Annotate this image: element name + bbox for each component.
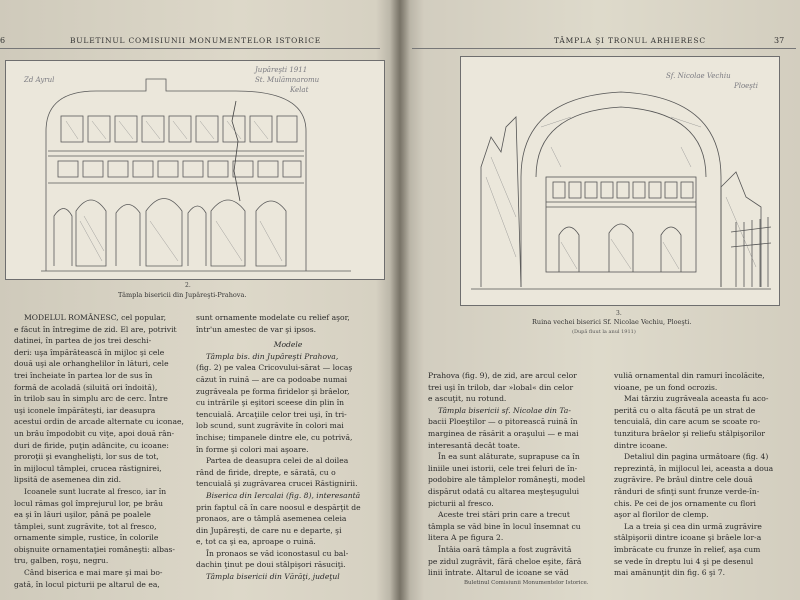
text-line: liniile unei istorii, cele trei feluri de în-: [428, 463, 578, 473]
pencil-note-right-3: Kelat: [290, 86, 309, 94]
text-line: Aceste trei stări prin care a trecut: [438, 510, 570, 520]
pencil-note-1: Sf. Nicolae Vechiu: [666, 72, 731, 80]
text-line: trei uşi în trilob, dar »lobal« din celor: [428, 382, 574, 392]
text-line: lob scund, sunt zugrăvite în colori mai: [196, 421, 344, 431]
figure-number: 3.: [616, 310, 622, 317]
text-line: sunt ornamente modelate cu relief aşor,: [196, 313, 350, 322]
text-line: rând de firide, drepte, e sărată, cu o: [196, 467, 336, 477]
text-line: Tâmpla bis. din Jupâreşti Prahova,: [206, 351, 339, 361]
text-line: două uşi ale orhanghelilor în lături, cele: [14, 359, 169, 369]
pencil-note-right-1: Jupâreşti 1911: [255, 66, 308, 74]
text-line: deri: uşa împărătească în mijloc şi cele: [14, 347, 165, 357]
text-line: interesantă decât toate.: [428, 440, 521, 450]
left-running-head: BULETINUL COMISIUNII MONUMENTELOR ISTORICE: [70, 36, 322, 45]
text-line: În ea sunt alăturate, suprapuse ca în: [438, 452, 580, 462]
page-footer: Buletinul Comisiunii Monumentelor Istorice.: [464, 580, 589, 586]
text-line: chis. Pe cei de jos ornamente cu flori: [614, 498, 756, 508]
left-head-rule: [0, 48, 380, 49]
text-line: prin faptul că în care noosul e despărţit de: [196, 502, 361, 512]
text-line: rânduri de sfinţi sunt frunze verde-în-: [614, 486, 760, 496]
text-line: zugrăvire. Pe brâul dintre cele două: [614, 475, 753, 485]
text-line: lipsită de asemenea din zid.: [14, 475, 122, 485]
text-line: tunzitura brâelor şi reliefu stâlpişorilor: [614, 428, 766, 438]
right-head-rule: [412, 48, 796, 49]
section-title-modele: Modele: [273, 340, 303, 350]
text-line: în forme şi colori mai aşoare.: [196, 444, 309, 454]
text-line: trei încheiate în partea lor de sus în: [14, 370, 153, 380]
text-line: pe zidul zugrăvit, fără cheloe eşite, fără: [428, 556, 582, 566]
left-page-number: 6: [0, 36, 6, 45]
text-line: cu intrările şi eşitori sceese din plin în: [196, 398, 345, 408]
left-page: [0, 0, 396, 600]
text-line: vioane, pe un fond ocrozis.: [614, 382, 718, 392]
text-line: Când biserica e mai mare şi mai bo-: [24, 568, 163, 578]
text-line: În pronaos se văd iconostasul cu bal-: [206, 548, 349, 558]
text-line: bacii Ploeştilor — o pitorească ruină în: [428, 417, 578, 427]
text-line: picturii al fresco.: [428, 498, 494, 508]
pencil-note-right-2: St. Mulămnaromu: [255, 76, 320, 84]
figure-caption: Ruina vechei biserici Sf. Nicolae Vechiu, Ploeşti.: [532, 318, 692, 326]
text-line: tencuială şi zugrăvarea crucei Răstignirii.: [196, 479, 358, 489]
text-line: Întâia oară tâmpla a fost zugrăvită: [438, 544, 572, 554]
text-line: litera A pe figura 2.: [428, 533, 504, 543]
text-line: Partea de deasupra celei de al doilea: [206, 456, 349, 466]
text-line: gată, în locul picturii pe altarul de ea,: [14, 579, 160, 589]
iconostasis-drawing: [6, 61, 384, 279]
text-line: dispărut odată cu altarea meşteşugului: [428, 486, 580, 496]
text-line: Detaliul din pagina următoare (fig. 4): [624, 452, 769, 462]
text-line: închise; timpanele dintre ele, cu potrivă,: [196, 432, 353, 442]
figure-church-ruin-ploiesti: [460, 56, 780, 306]
text-line: într'un amestec de var şi ipsos.: [196, 324, 317, 334]
text-line: stâlpişorii dintre icoane şi brâele lor-a: [614, 533, 762, 543]
text-line: datinei, în partea de jos trei deschi-: [14, 336, 152, 346]
text-line: e, tot ca şi ea, aproape o ruină.: [196, 537, 316, 547]
text-line: ea şi în lăuri uşilor, până pe poalele: [14, 510, 151, 520]
text-line: Mai târziu zugrăveala aceasta fu aco-: [624, 394, 769, 404]
text-line: căzut în ruină — are ca podoabe numai: [196, 374, 348, 384]
figure-number: 2.: [185, 282, 191, 289]
text-line: dachin ţinut pe doui stâlpişori răsuciţi.: [196, 560, 346, 570]
figure-iconostasis-jupanesti: [5, 60, 385, 280]
text-line: La a treia şi cea din urmă zugrăvire: [624, 521, 762, 531]
left-column-2: [196, 312, 380, 583]
text-line: formă de acoladă (siluită ori îndoită),: [14, 382, 158, 392]
text-line: zugrăveala pe forma firidelor şi brâelor,: [196, 386, 350, 396]
text-line: (fig. 2) pe valea Cricovului-sărat — locaş: [196, 363, 353, 373]
text-line: locul rămas gol împrejurul lor, pe brâu: [14, 498, 163, 508]
text-line: duri de firide, puţin adâncite, cu icoane:: [14, 440, 169, 450]
right-column-2: [614, 370, 792, 579]
text-line: din Jupâreşti, de care nu e departe, şi: [196, 525, 342, 535]
text-line: tencuială. Arcaţiile celor trei uşi, în tri-: [196, 409, 347, 419]
text-line: aşor al florilor de clemp.: [614, 510, 709, 520]
text-line: tru, galben, roşu, negru.: [14, 556, 109, 566]
figure-caption: Tâmpla bisericii din Jupâreşti-Prahova.: [118, 291, 247, 299]
text-line: mai amănunţit din fig. 6 şi 7.: [614, 568, 726, 578]
text-line: podobire ale tâmplelor româneşti, model: [428, 475, 586, 485]
text-line: în mijlocul tâmplei, crucea răstignirei,: [14, 463, 162, 473]
text-line: MODELUL ROMÂNESC, cel popular,: [24, 313, 167, 322]
right-page-number: 37: [774, 36, 785, 45]
text-line: Tâmpla bisericii din Vărăţi, judeţul: [206, 572, 340, 582]
right-running-head: TÂMPLA ŞI TRONUL ARHIERESC: [554, 36, 706, 45]
text-line: uşi iconele împărăteşti, iar deasupra: [14, 405, 156, 415]
text-line: vuliă ornamental din ramuri încolăcite,: [614, 371, 765, 380]
text-line: e făcut în întregime de zid. El are, potrivit: [14, 324, 177, 334]
right-page: [404, 0, 800, 600]
text-line: în trilob sau în simplu arc de cerc. Între: [14, 394, 168, 404]
text-line: linii întrate. Altarul de icoane se văd: [428, 568, 569, 578]
text-line: se vede în dreptu lui 4 şi pe desenul: [614, 556, 754, 566]
text-line: pronaos, are o tâmplă asemenea celeia: [196, 514, 347, 524]
church-ruin-drawing: [461, 57, 779, 305]
text-line: Prahova (fig. 9), de zid, are arcul celor: [428, 371, 577, 380]
text-line: acestui ordin de arcade alternate cu iconae,: [14, 417, 184, 427]
text-line: tencuială, din care acum se scoate ro-: [614, 417, 761, 427]
text-line: proroţii şi evanghelişti, lor sus de tot,: [14, 452, 159, 462]
text-line: Biserica din Iercalai (fig. 8), interesantă: [206, 490, 361, 500]
text-line: dintre icoane.: [614, 440, 668, 450]
text-line: ornamente simple, rustice, în colorile: [14, 533, 159, 543]
text-line: tâmpla se văd bine în locul însemnat cu: [428, 521, 581, 531]
text-line: Icoanele sunt lucrate al fresco, iar în: [24, 486, 167, 496]
text-line: tâmplei, sunt zugrăvite, tot al fresco,: [14, 521, 157, 531]
pencil-note-left: Zd Ayrul: [24, 76, 55, 84]
text-line: perită cu o alta făcută pe un strat de: [614, 405, 756, 415]
text-line: un brâu împodobit cu viţe, apoi două rân-: [14, 428, 175, 438]
text-line: reprezintă, în mijlocul lei, aceasta a doua: [614, 463, 774, 473]
text-line: Tâmpla bisericii sf. Nicolae din Ta-: [438, 405, 571, 415]
text-line: îmbrăcate cu frunze în relief, aşa cum: [614, 544, 761, 554]
text-line: e ascuţit, nu rotund.: [428, 394, 507, 404]
text-line: obişnuite ornamentaţiei româneşti: albas-: [14, 544, 176, 554]
text-line: marginea de răsărit a oraşului — e mai: [428, 428, 579, 438]
left-column-1: [14, 312, 189, 590]
right-column-1: [428, 370, 606, 579]
figure-subcaption: (După fluut la anul 1911): [572, 329, 636, 335]
pencil-note-2: Ploeşti: [734, 82, 758, 90]
